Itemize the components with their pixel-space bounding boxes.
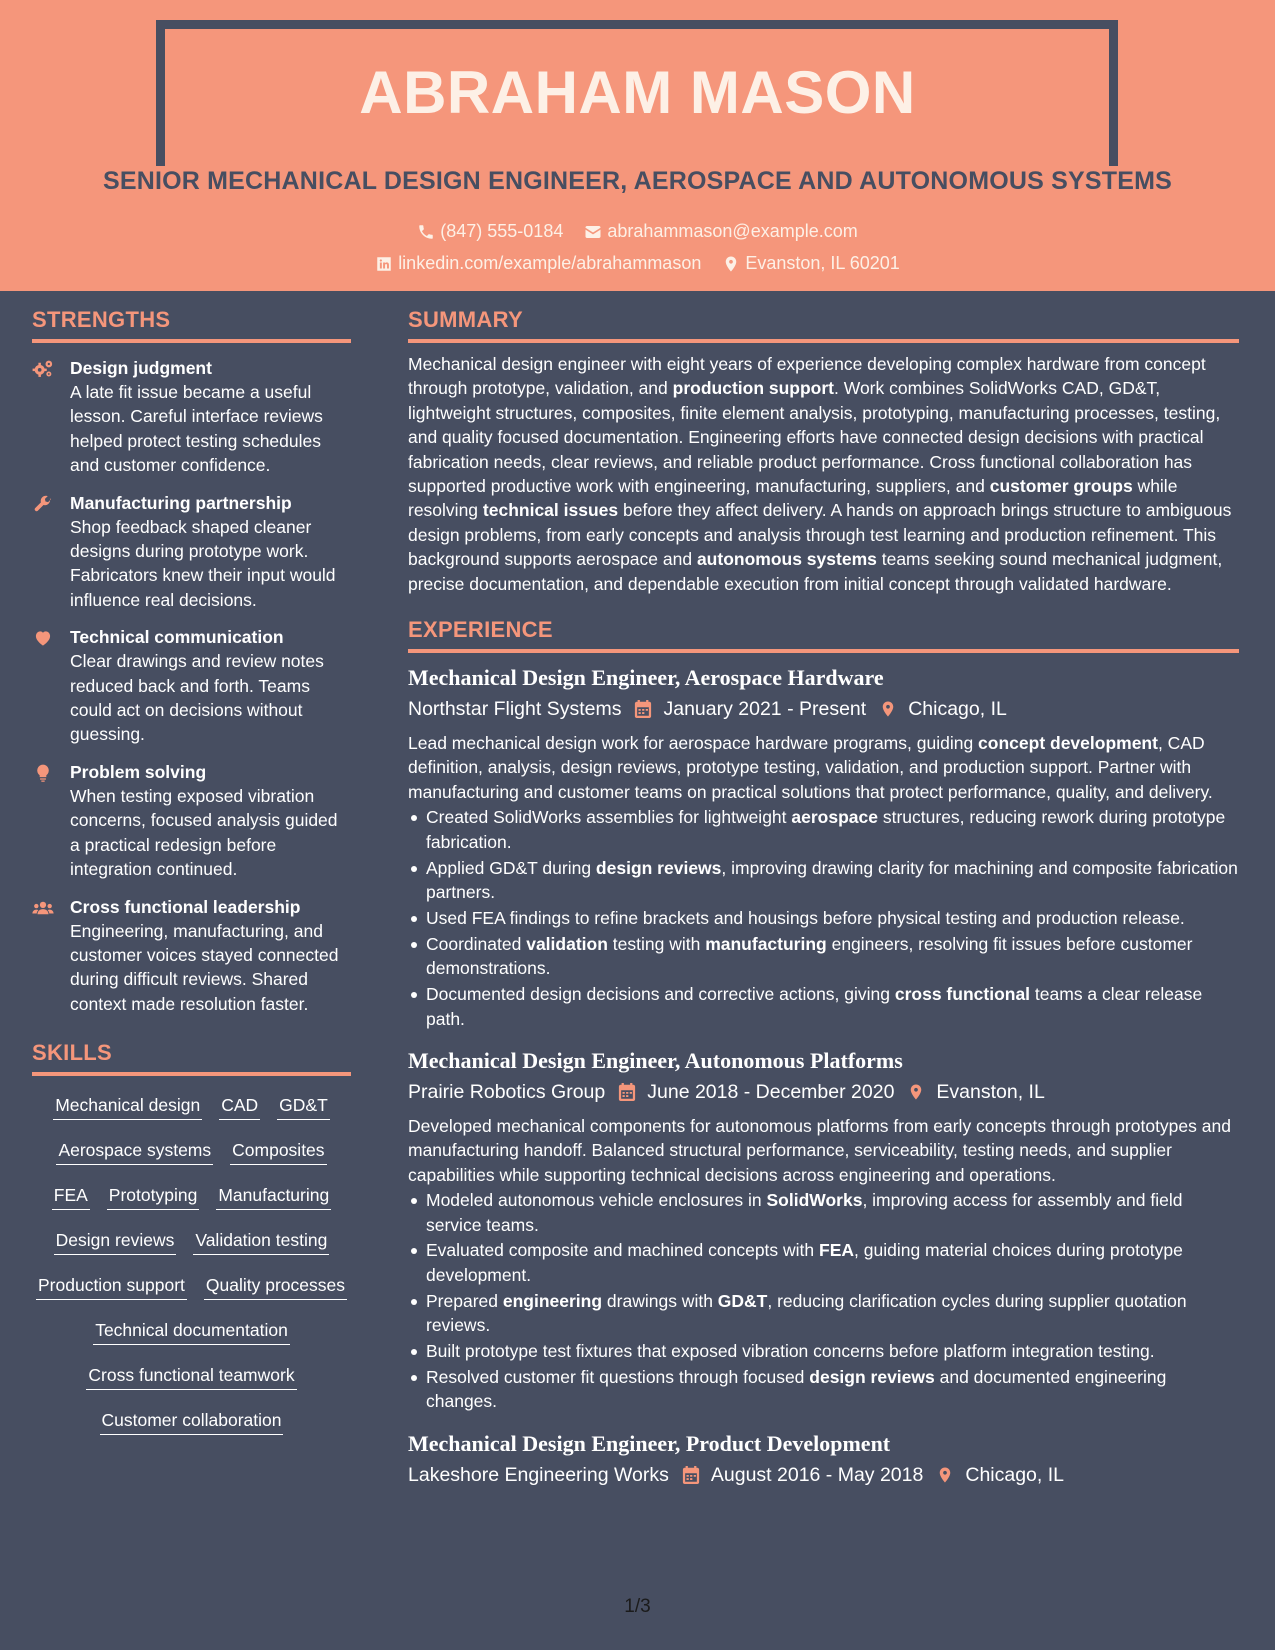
job-bullets — [408, 805, 1239, 1031]
skill-tag: Mechanical design — [53, 1084, 202, 1129]
job-bullet: Resolved customer fit questions through focused design reviews and documented engineering changes. — [408, 1365, 1239, 1414]
strength-text: A late fit issue became a useful lesson. Careful interface reviews helped protect testing schedules and customer confidence. — [70, 382, 323, 476]
strength-text: Shop feedback shaped cleaner designs during prototype work. Fabricators knew their input would influence real decisions. — [70, 516, 336, 610]
wrench-icon — [32, 491, 70, 613]
linkedin-text: linkedin.com/example/abrahammason — [398, 253, 702, 273]
job-title: Mechanical Design Engineer, Aerospace Hardware — [408, 665, 884, 691]
calendar-icon — [634, 699, 652, 719]
candidate-title: SENIOR MECHANICAL DESIGN ENGINEER, AEROSPACE AND AUTONOMOUS SYSTEMS — [102, 167, 1173, 195]
skills-list — [32, 1084, 351, 1444]
strength-item — [32, 356, 351, 478]
job-bullets — [408, 1188, 1239, 1414]
skill-tag: Composites — [230, 1129, 326, 1174]
phone-icon — [417, 223, 435, 241]
skill-tag: GD&T — [277, 1084, 330, 1129]
job-meta — [408, 1460, 1239, 1490]
strength-title: Cross functional leadership — [70, 896, 301, 917]
calendar-icon — [682, 1465, 700, 1485]
email-text: abrahammason@example.com — [607, 221, 858, 241]
contact-linkedin[interactable] — [375, 253, 701, 274]
job-company: Northstar Flight Systems — [408, 698, 622, 721]
map-pin-icon — [936, 1465, 954, 1485]
strength-title: Manufacturing partnership — [70, 492, 292, 513]
map-pin-icon — [907, 1082, 925, 1102]
job-meta — [408, 1077, 1239, 1107]
job-company: Prairie Robotics Group — [408, 1080, 606, 1103]
job-bullet: Documented design decisions and corrective actions, giving cross functional teams a clear release path. — [408, 982, 1239, 1031]
skill-tag: Customer collaboration — [100, 1399, 284, 1444]
skill-tag: Aerospace systems — [56, 1129, 213, 1174]
bold-phrase: GD&T — [717, 1290, 768, 1311]
job-title: Mechanical Design Engineer, Autonomous Platforms — [408, 1047, 903, 1073]
strength-item — [32, 625, 351, 747]
job-entry — [408, 663, 1239, 1031]
job-bullet: Evaluated composite and machined concepts with FEA, guiding material choices during prototype development. — [408, 1238, 1239, 1287]
left-column — [32, 307, 351, 1444]
users-icon — [32, 895, 70, 1017]
bold-phrase: FEA — [819, 1240, 855, 1261]
gears-icon — [32, 356, 70, 478]
job-bullet: Created SolidWorks assemblies for lightweight aerospace structures, reducing rework during prototype fabrication. — [408, 805, 1239, 854]
skill-tag: FEA — [52, 1174, 90, 1219]
summary-heading: SUMMARY — [408, 307, 1239, 343]
heart-icon — [32, 625, 70, 747]
page-number: 1/3 — [624, 1596, 651, 1617]
bold-phrase: engineering — [502, 1290, 603, 1311]
job-bullet: Used FEA findings to refine brackets and housings before physical testing and production release. — [408, 906, 1239, 930]
bold-phrase: concept development — [978, 733, 1158, 754]
skill-tag: Prototyping — [107, 1174, 200, 1219]
contact-row — [0, 253, 1275, 278]
skills-heading: SKILLS — [32, 1040, 351, 1076]
skill-tag: Validation testing — [193, 1219, 329, 1264]
bold-phrase: aerospace — [791, 807, 878, 828]
job-location: Chicago, IL — [908, 698, 1007, 721]
contact-row — [0, 221, 1275, 246]
bold-phrase: design reviews — [595, 857, 722, 878]
job-dates: August 2016 - May 2018 — [710, 1463, 924, 1486]
strength-text: Clear drawings and review notes reduced back and forth. Teams could act on decisions without guessing. — [70, 651, 324, 745]
strength-title: Design judgment — [70, 358, 212, 378]
skill-tag: Design reviews — [54, 1219, 177, 1264]
experience-heading: EXPERIENCE — [408, 617, 1239, 653]
job-location: Chicago, IL — [965, 1463, 1065, 1486]
strength-text: Engineering, manufacturing, and customer voices stayed connected during difficult reviews. Shared context made resolution faster. — [70, 920, 339, 1014]
strength-text: When testing exposed vibration concerns, focused analysis guided a practical redesign before integration continued. — [70, 785, 338, 880]
bold-phrase: autonomous systems — [696, 549, 877, 570]
bold-phrase: SolidWorks — [766, 1190, 863, 1211]
bold-phrase: technical issues — [482, 500, 619, 521]
resume-header — [0, 0, 1275, 291]
lightbulb-icon — [32, 760, 70, 882]
bold-phrase: manufacturing — [705, 933, 827, 954]
location-text: Evanston, IL 60201 — [745, 253, 900, 273]
job-dates: June 2018 - December 2020 — [647, 1080, 895, 1103]
strength-item — [32, 895, 351, 1017]
job-bullet: Prepared engineering drawings with GD&T, reducing clarification cycles during supplier quotation reviews. — [408, 1289, 1239, 1338]
job-meta — [408, 694, 1239, 724]
skill-tag: Technical documentation — [93, 1309, 290, 1354]
phone-text: (847) 555-0184 — [440, 221, 564, 241]
strength-title: Technical communication — [70, 627, 284, 648]
envelope-icon — [584, 223, 602, 241]
contact-phone[interactable] — [417, 221, 563, 242]
job-entry — [408, 1429, 1239, 1490]
bold-phrase: production support — [672, 378, 835, 399]
job-description: Developed mechanical components for autonomous platforms from early concepts through prototypes and manufacturing handoff. Balanced structural performance, serviceability, testing needs, and supplier capabilities while supporting technical decisions across engineering and operations. — [408, 1115, 1231, 1185]
job-bullet: Applied GD&T during design reviews, improving drawing clarity for machining and composite fabrication partners. — [408, 856, 1239, 905]
right-column — [408, 307, 1239, 1490]
job-description: Lead mechanical design work for aerospace hardware programs, guiding concept development, CAD definition, analysis, design reviews, prototype testing, validation, and production support. Partner with manufacturing and customer teams on practical solutions that protect performance, quality, and delivery. — [408, 733, 1213, 802]
candidate-name: ABRAHAM MASON — [359, 59, 916, 126]
map-pin-icon — [722, 255, 740, 273]
job-dates: January 2021 - Present — [663, 698, 867, 721]
contact-email[interactable] — [584, 221, 857, 242]
skill-tag: CAD — [219, 1084, 260, 1129]
skill-tag: Manufacturing — [216, 1174, 331, 1219]
job-bullet: Modeled autonomous vehicle enclosures in SolidWorks, improving access for assembly and field service teams. — [408, 1188, 1239, 1237]
job-company: Lakeshore Engineering Works — [408, 1463, 669, 1486]
strength-item — [32, 491, 351, 613]
strength-title: Problem solving — [70, 761, 207, 782]
job-entry — [408, 1046, 1239, 1414]
skill-tag: Production support — [36, 1264, 187, 1309]
bold-phrase: customer groups — [989, 476, 1133, 497]
bold-phrase: validation — [526, 933, 608, 954]
strengths-heading: STRENGTHS — [32, 307, 351, 343]
map-pin-icon — [879, 699, 897, 719]
linkedin-icon — [375, 255, 393, 273]
skill-tag: Cross functional teamwork — [86, 1354, 296, 1399]
summary-text: Mechanical design engineer with eight years of experience developing complex hardware from concept through prototype, validation, and production support. Work combines SolidWorks CAD, GD&T, lightweight structures, composites, finite element analysis, prototyping, manufacturing processes, testing, and quality focused documentation. Engineering efforts have connected design decisions with practical fabrication needs, clear reviews, and reliable product performance. Cross functional collaboration has supported productive work with engineering, manufacturing, suppliers, and customer groups while resolving technical issues before they affect delivery. A hands on approach brings structure to ambiguous design problems, from early concepts and analysis through test learning and production refinement. This background supports aerospace and autonomous systems teams seeking sound mechanical judgment, precise documentation, and dependable execution from initial concept through validated hardware. — [408, 354, 1232, 594]
calendar-icon — [618, 1082, 636, 1102]
bold-phrase: cross functional — [894, 984, 1031, 1005]
job-location: Evanston, IL — [936, 1080, 1045, 1103]
job-bullet: Coordinated validation testing with manufacturing engineers, resolving fit issues before customer demonstrations. — [408, 932, 1239, 981]
job-bullet: Built prototype test fixtures that exposed vibration concerns before platform integration testing. — [408, 1339, 1239, 1363]
contact-location — [722, 253, 899, 274]
bold-phrase: design reviews — [809, 1367, 935, 1387]
job-title: Mechanical Design Engineer, Product Development — [408, 1430, 891, 1456]
skill-tag: Quality processes — [204, 1264, 347, 1309]
strength-item — [32, 760, 351, 882]
